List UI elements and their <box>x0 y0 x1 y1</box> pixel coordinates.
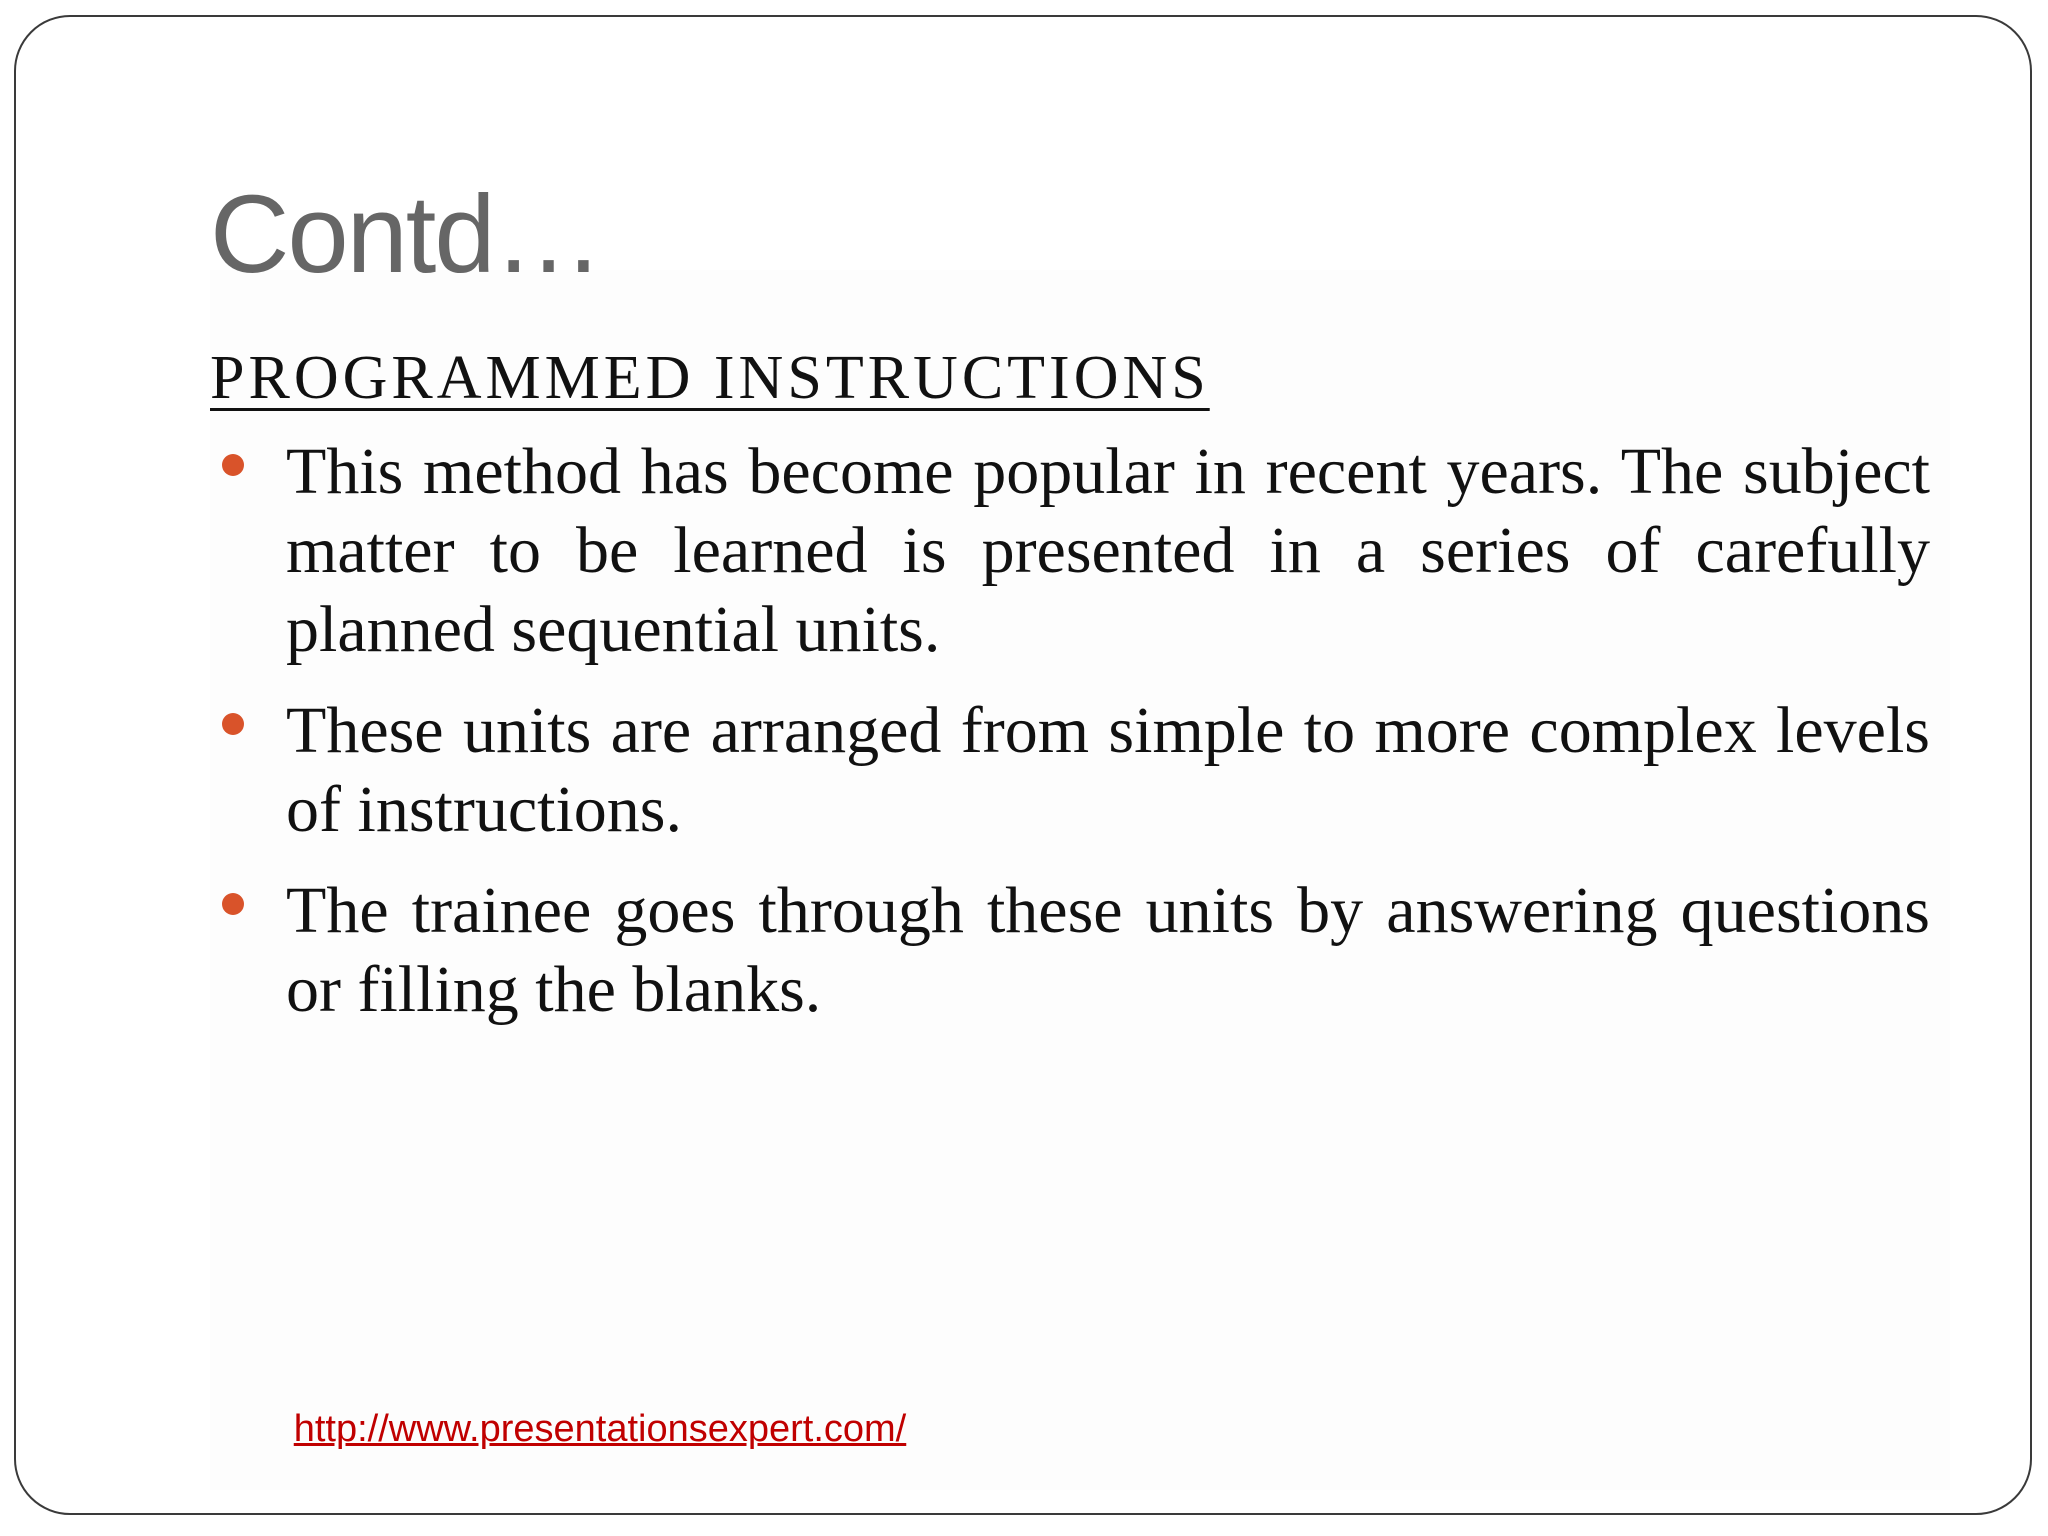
bullet-dot-icon <box>222 713 244 735</box>
bullet-text: These units are arranged from simple to more complex levels of instructions. <box>286 694 1930 846</box>
bullet-text: This method has become popular in recent years. The subject matter to be learned is presented in a series of carefully planned sequential units. <box>286 435 1930 666</box>
bullet-dot-icon <box>222 893 244 915</box>
bullet-item <box>210 432 1930 669</box>
bullet-item <box>210 691 1930 849</box>
source-link[interactable]: http://www.presentationsexpert.com/ <box>293 1408 907 1450</box>
bullet-dot-icon <box>222 454 244 476</box>
section-heading: PROGRAMMED INSTRUCTIONS <box>210 344 1210 412</box>
bullet-text: The trainee goes through these units by answering questions or filling the blanks. <box>286 874 1930 1026</box>
bullet-list <box>210 432 1930 1051</box>
bullet-item <box>210 871 1930 1029</box>
slide-title: Contd… <box>210 173 602 296</box>
